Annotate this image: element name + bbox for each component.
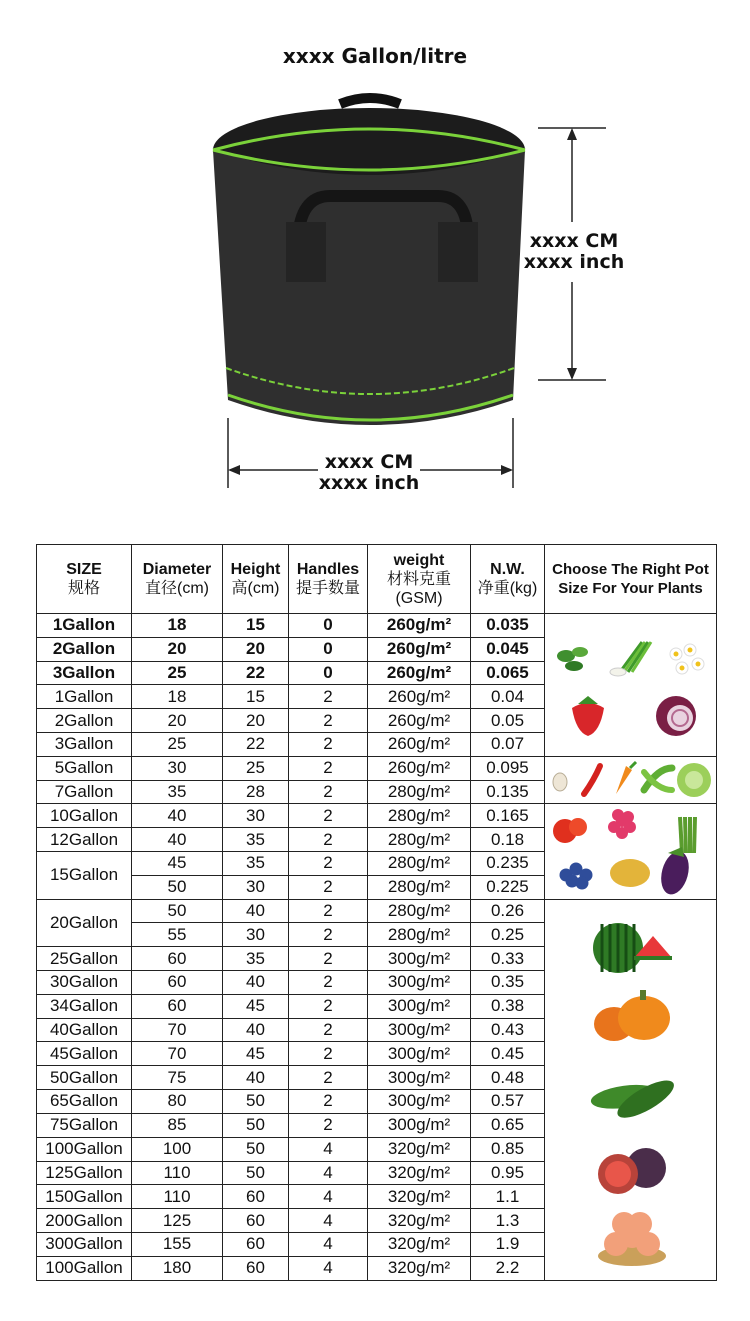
cell-weight: 260g/m² [368,732,471,756]
cell-handles: 4 [289,1256,368,1280]
cell-diameter: 125 [132,1209,223,1233]
cell-diameter: 18 [132,685,223,709]
cell-handles: 2 [289,685,368,709]
cell-height: 40 [223,1066,289,1090]
cell-height: 60 [223,1185,289,1209]
cell-size: 45Gallon [37,1042,132,1066]
cell-handles: 0 [289,614,368,638]
size-table [36,544,717,1281]
header-weight: weight 材料克重 (GSM) [368,545,471,614]
height-cm: xxxx CM [529,230,619,252]
cell-nw: 0.65 [471,1113,545,1137]
watermelon-icon [593,923,672,973]
cell-handles: 2 [289,804,368,828]
cell-weight: 280g/m² [368,828,471,852]
height-label [518,231,630,273]
cell-nw: 0.33 [471,947,545,971]
cucumber-icon [589,1073,678,1124]
cell-nw: 0.045 [471,637,545,661]
cell-weight: 280g/m² [368,851,471,875]
cell-height: 35 [223,851,289,875]
cell-nw: 0.45 [471,1042,545,1066]
cell-weight: 300g/m² [368,1090,471,1114]
cell-weight: 300g/m² [368,971,471,995]
cell-weight: 320g/m² [368,1185,471,1209]
cell-diameter: 25 [132,732,223,756]
cell-height: 60 [223,1232,289,1256]
header-size: SIZE 规格 [37,545,132,614]
cell-handles: 2 [289,971,368,995]
cell-height: 40 [223,899,289,923]
cell-nw: 0.95 [471,1161,545,1185]
pumpkin-icon [594,990,670,1041]
cell-diameter: 60 [132,994,223,1018]
cell-nw: 0.135 [471,780,545,804]
cell-handles: 2 [289,780,368,804]
cell-size: 150Gallon [37,1185,132,1209]
cell-weight: 260g/m² [368,614,471,638]
cell-height: 35 [223,947,289,971]
cell-weight: 300g/m² [368,994,471,1018]
carrot-icon [616,762,636,794]
cell-height: 28 [223,780,289,804]
cell-size: 30Gallon [37,971,132,995]
cell-nw: 0.26 [471,899,545,923]
cell-weight: 300g/m² [368,1018,471,1042]
cell-handles: 2 [289,709,368,733]
potato-icon [610,859,650,887]
cell-nw: 2.2 [471,1256,545,1280]
header-handles: Handles 提手数量 [289,545,368,614]
cell-height: 40 [223,971,289,995]
cell-diameter: 75 [132,1066,223,1090]
cell-diameter: 45 [132,851,223,875]
cell-size: 7Gallon [37,780,132,804]
cell-weight: 320g/m² [368,1232,471,1256]
header-diameter: Diameter 直径(cm) [132,545,223,614]
chamomile-icon [670,644,704,674]
cell-nw: 1.9 [471,1232,545,1256]
cell-diameter: 70 [132,1018,223,1042]
cell-weight: 280g/m² [368,923,471,947]
strawberry-icon [572,696,604,736]
cell-diameter: 20 [132,637,223,661]
cell-diameter: 35 [132,780,223,804]
cell-diameter: 155 [132,1232,223,1256]
width-inch: xxxx inch [318,472,420,494]
cell-nw: 0.05 [471,709,545,733]
cell-nw: 0.07 [471,732,545,756]
cell-weight: 260g/m² [368,685,471,709]
cell-nw: 0.48 [471,1066,545,1090]
garlic-icon [553,773,567,791]
cell-size: 2Gallon [37,637,132,661]
cell-size: 10Gallon [37,804,132,828]
cell-height: 30 [223,923,289,947]
plant-group-3 [545,804,717,899]
page-title: xxxx Gallon/litre [282,44,468,68]
width-label [312,452,426,494]
cell-size: 34Gallon [37,994,132,1018]
cell-nw: 1.1 [471,1185,545,1209]
cell-handles: 2 [289,1090,368,1114]
cell-diameter: 80 [132,1090,223,1114]
cell-weight: 260g/m² [368,637,471,661]
cell-diameter: 50 [132,875,223,899]
cell-size: 3Gallon [37,732,132,756]
cell-height: 60 [223,1256,289,1280]
cell-size: 125Gallon [37,1161,132,1185]
cell-handles: 2 [289,994,368,1018]
cell-handles: 2 [289,1042,368,1066]
cell-weight: 280g/m² [368,875,471,899]
cell-handles: 0 [289,637,368,661]
cell-diameter: 70 [132,1042,223,1066]
cell-nw: 0.18 [471,828,545,852]
cell-diameter: 40 [132,828,223,852]
plant-icons-4 [548,900,714,1280]
cell-size: 3Gallon [37,661,132,685]
cell-size: 15Gallon [37,851,132,899]
cell-handles: 2 [289,1066,368,1090]
cell-height: 30 [223,804,289,828]
plant-icons-2 [548,757,714,803]
height-inch: xxxx inch [523,251,625,273]
cell-size: 25Gallon [37,947,132,971]
cell-nw: 0.04 [471,685,545,709]
cell-nw: 0.225 [471,875,545,899]
onion-icon [656,696,696,736]
cell-weight: 300g/m² [368,1042,471,1066]
cell-diameter: 110 [132,1161,223,1185]
cell-nw: 0.25 [471,923,545,947]
header-height: Height 高(cm) [223,545,289,614]
plant-group-2 [545,756,717,804]
cell-weight: 320g/m² [368,1256,471,1280]
cell-nw: 0.57 [471,1090,545,1114]
cell-weight: 280g/m² [368,899,471,923]
cell-nw: 0.38 [471,994,545,1018]
plant-icons-1 [548,620,714,750]
cell-nw: 0.85 [471,1137,545,1161]
table-header-row [37,545,717,614]
cell-diameter: 60 [132,947,223,971]
cell-handles: 4 [289,1232,368,1256]
cell-weight: 260g/m² [368,756,471,780]
cell-height: 45 [223,994,289,1018]
cell-nw: 0.095 [471,756,545,780]
cell-handles: 4 [289,1209,368,1233]
cell-size: 1Gallon [37,685,132,709]
cell-diameter: 60 [132,971,223,995]
cell-handles: 2 [289,1113,368,1137]
cell-weight: 260g/m² [368,709,471,733]
cell-weight: 300g/m² [368,1113,471,1137]
eggplant-icon [656,847,693,897]
cell-height: 50 [223,1161,289,1185]
asparagus-icon [680,817,695,853]
cell-size: 100Gallon [37,1256,132,1280]
cell-handles: 2 [289,947,368,971]
table-row [37,614,717,638]
cell-size: 40Gallon [37,1018,132,1042]
width-cm: xxxx CM [324,451,414,473]
cell-height: 50 [223,1090,289,1114]
cell-size: 50Gallon [37,1066,132,1090]
cell-weight: 260g/m² [368,661,471,685]
cell-height: 40 [223,1018,289,1042]
cell-diameter: 20 [132,709,223,733]
cell-size: 200Gallon [37,1209,132,1233]
cell-height: 20 [223,637,289,661]
cell-diameter: 110 [132,1185,223,1209]
cabbage-icon [677,763,711,797]
tomato-icon [553,818,587,843]
cell-height: 22 [223,732,289,756]
cell-size: 2Gallon [37,709,132,733]
table-row [37,899,717,923]
cell-handles: 2 [289,899,368,923]
cell-height: 20 [223,709,289,733]
cell-size: 75Gallon [37,1113,132,1137]
cell-handles: 2 [289,923,368,947]
cell-weight: 300g/m² [368,1066,471,1090]
cell-height: 25 [223,756,289,780]
cell-weight: 320g/m² [368,1209,471,1233]
cell-nw: 0.235 [471,851,545,875]
cell-weight: 320g/m² [368,1137,471,1161]
scallion-icon [610,642,651,676]
cell-height: 30 [223,875,289,899]
cell-size: 300Gallon [37,1232,132,1256]
fig-icon [598,1148,666,1194]
cell-handles: 4 [289,1137,368,1161]
peach-icon [598,1212,666,1266]
cell-height: 35 [223,828,289,852]
cell-nw: 0.35 [471,971,545,995]
blueberry-icon [559,863,592,890]
cell-handles: 2 [289,756,368,780]
cell-weight: 320g/m² [368,1161,471,1185]
peas-icon [644,768,672,790]
cell-weight: 280g/m² [368,780,471,804]
cell-handles: 4 [289,1185,368,1209]
cell-diameter: 18 [132,614,223,638]
cell-nw: 0.065 [471,661,545,685]
plant-group-4 [545,899,717,1280]
header-choose: Choose The Right Pot Size For Your Plants [545,545,717,614]
cell-nw: 0.43 [471,1018,545,1042]
cell-handles: 0 [289,661,368,685]
cell-handles: 2 [289,875,368,899]
cell-size: 12Gallon [37,828,132,852]
cell-handles: 2 [289,828,368,852]
cell-size: 20Gallon [37,899,132,947]
cell-diameter: 180 [132,1256,223,1280]
cell-handles: 4 [289,1161,368,1185]
cell-diameter: 85 [132,1113,223,1137]
grow-bag-illustration [0,0,750,520]
cell-height: 50 [223,1113,289,1137]
cell-nw: 0.035 [471,614,545,638]
cell-diameter: 25 [132,661,223,685]
cell-diameter: 40 [132,804,223,828]
chili-icon [584,766,600,794]
cell-handles: 2 [289,851,368,875]
cell-diameter: 100 [132,1137,223,1161]
cell-size: 1Gallon [37,614,132,638]
cell-handles: 2 [289,732,368,756]
cell-size: 65Gallon [37,1090,132,1114]
cell-size: 5Gallon [37,756,132,780]
cell-height: 15 [223,614,289,638]
header-nw: N.W. 净重(kg) [471,545,545,614]
cell-diameter: 50 [132,899,223,923]
mint-icon [557,647,588,671]
cell-nw: 0.165 [471,804,545,828]
cell-size: 100Gallon [37,1137,132,1161]
cell-height: 60 [223,1209,289,1233]
cell-height: 50 [223,1137,289,1161]
cell-diameter: 55 [132,923,223,947]
cell-height: 45 [223,1042,289,1066]
cell-handles: 2 [289,1018,368,1042]
cell-weight: 280g/m² [368,804,471,828]
plant-icons-3 [548,805,714,897]
plant-group-1 [545,614,717,757]
cell-diameter: 30 [132,756,223,780]
cell-nw: 1.3 [471,1209,545,1233]
cell-height: 15 [223,685,289,709]
cell-height: 22 [223,661,289,685]
cell-weight: 300g/m² [368,947,471,971]
table-row [37,756,717,780]
table-row [37,804,717,828]
raspberry-icon [608,809,636,839]
